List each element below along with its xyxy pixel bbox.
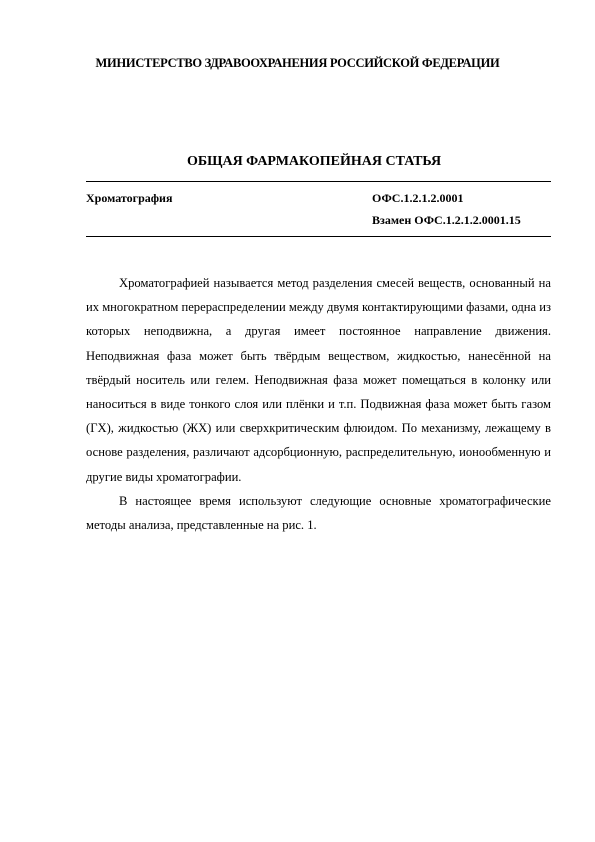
header-top-rule xyxy=(86,181,551,182)
paragraph-definition: Хроматографией называется метод разделения смесей веществ, основанный на их многократном перераспределении между двумя контактирующими фазами, одна из которых неподвижна, а другая имеет постоянное направление движения. Неподвижная фаза может быть твёрдым веществом, жидкостью, нанесённой на твёрдый носитель или гелем. Неподвижная фаза может помещаться в колонку или наноситься в виде тонкого слоя или плёнки и т.п. Подвижная фаза может быть газом (ГХ), жидкостью (ЖХ) или сверхкритическим флюидом. По механизму, лежащему в основе разделения, различают адсорбционную, распределительную, ионообменную и другие виды хроматографии. xyxy=(86,276,551,484)
ministry-heading: МИНИСТЕРСТВО ЗДРАВООХРАНЕНИЯ РОССИЙСКОЙ ФЕДЕРАЦИИ xyxy=(95,56,500,70)
monograph-replaces: Взамен ОФС.1.2.1.2.0001.15 xyxy=(372,213,521,227)
header-bottom-rule xyxy=(86,236,551,237)
body-text xyxy=(86,271,551,537)
paragraph-methods: В настоящее время используют следующие основные хроматографические методы анализа, представленные на рис. 1. xyxy=(86,493,551,533)
monograph-code: ОФС.1.2.1.2.0001 xyxy=(372,191,464,205)
monograph-name: Хроматография xyxy=(86,191,173,205)
article-type-title: ОБЩАЯ ФАРМАКОПЕЙНАЯ СТАТЬЯ xyxy=(186,154,442,169)
